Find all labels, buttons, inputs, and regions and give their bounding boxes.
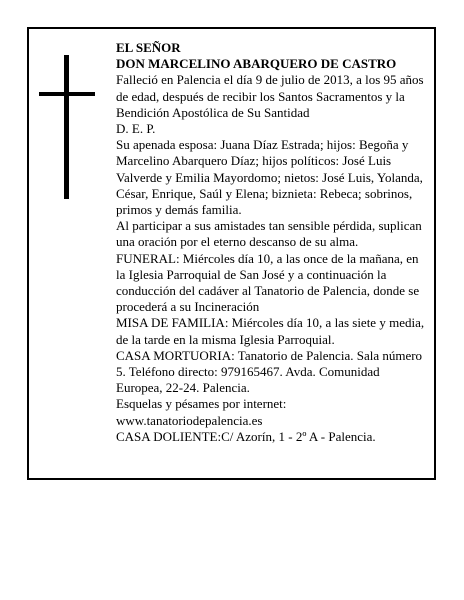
internet-label: Esquelas y pésames por internet: (116, 396, 287, 412)
obituary-text (116, 40, 428, 445)
mourning-home-info: CASA DOLIENTE:C/ Azorín, 1 - 2º A - Palencia. (116, 428, 376, 444)
latin-cross-icon (39, 55, 95, 199)
cross-horizontal-bar (39, 92, 95, 96)
mortuary-info: CASA MORTUORIA: Tanatorio de Palencia. Sala número 5. Teléfono directo: 979165467. Avda. Comunidad Europea, 22-24. Palencia. (116, 347, 423, 396)
website-link[interactable]: www.tanatoriodepalencia.es (116, 412, 263, 428)
notice-title: EL SEÑOR (116, 40, 181, 55)
dep-line: D. E. P. (116, 121, 156, 137)
obituary-notice (27, 27, 436, 480)
deceased-name: DON MARCELINO ABARQUERO DE CASTRO (116, 56, 397, 72)
cross-vertical-bar (64, 55, 69, 199)
prayer-request: Al participar a sus amistades tan sensible pérdida, suplican una oración por el eterno descanso de su alma. (116, 218, 422, 250)
funeral-info: FUNERAL: Miércoles día 10, a las once de la mañana, en la Iglesia Parroquial de San José y a continuación la conducción del cadáver al Tanatorio de Palencia, donde se procederá a su Incineración (116, 250, 420, 315)
family-list: Su apenada esposa: Juana Díaz Estrada; hijos: Begoña y Marcelino Abarquero Díaz; hijos políticos: José Luis Valverde y Emilia Mayordomo; nietos: José Luis, Yolanda, César, Enrique, Saúl y Elena; biznieta: Rebeca; sobrinos, primos y demás familia. (116, 137, 423, 218)
family-mass-info: MISA DE FAMILIA: Miércoles día 10, a las siete y media, de la tarde en la misma Iglesia Parroquial. (116, 315, 425, 347)
death-announcement: Falleció en Palencia el día 9 de julio de 2013, a los 95 años de edad, después de recibir los Santos Sacramentos y la Bendición Apostólica de Su Santidad (116, 72, 424, 120)
